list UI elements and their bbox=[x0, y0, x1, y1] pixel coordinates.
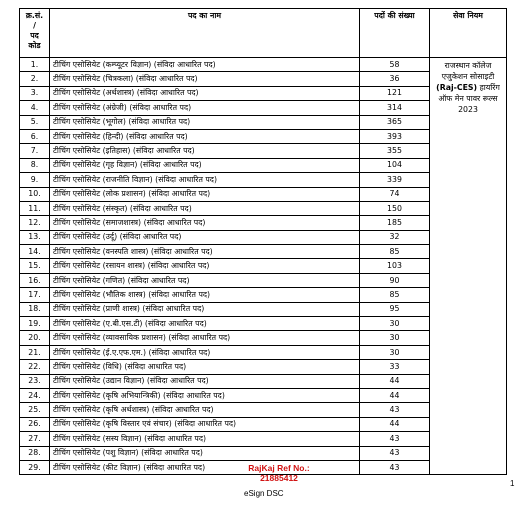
row-post-count: 43 bbox=[360, 460, 430, 474]
row-post-name: टीचिंग एसोसियेट (राजनीति विज्ञान) (संविदा आधारित पद) bbox=[50, 173, 360, 187]
row-post-count: 43 bbox=[360, 403, 430, 417]
row-code: 13. bbox=[20, 230, 50, 244]
header-post-count: पदों की संख्या bbox=[360, 9, 430, 58]
row-post-count: 355 bbox=[360, 144, 430, 158]
table-row bbox=[20, 58, 507, 72]
row-code: 29. bbox=[20, 460, 50, 474]
row-post-count: 339 bbox=[360, 173, 430, 187]
row-post-count: 44 bbox=[360, 374, 430, 388]
row-post-count: 85 bbox=[360, 288, 430, 302]
rajkaj-ref-label: RajKaj Ref No.: bbox=[248, 463, 310, 473]
row-post-name: टीचिंग एसोसियेट (लोक प्रशासन) (संविदा आधारित पद) bbox=[50, 187, 360, 201]
row-code: 22. bbox=[20, 360, 50, 374]
row-post-count: 150 bbox=[360, 201, 430, 215]
row-post-name: टीचिंग एसोसियेट (विधि) (संविदा आधारित पद) bbox=[50, 360, 360, 374]
row-post-name: टीचिंग एसोसियेट (भौतिक शास्त्र) (संविदा आधारित पद) bbox=[50, 288, 360, 302]
row-post-name: टीचिंग एसोसियेट (पशु विज्ञान) (संविदा आधारित पद) bbox=[50, 446, 360, 460]
row-post-name: टीचिंग एसोसियेट (संस्कृत) (संविदा आधारित पद) bbox=[50, 201, 360, 215]
header-post-name: पद का नाम bbox=[50, 9, 360, 58]
row-post-name: टीचिंग एसोसियेट (हिन्दी) (संविदा आधारित पद) bbox=[50, 129, 360, 143]
row-code: 10. bbox=[20, 187, 50, 201]
row-post-count: 33 bbox=[360, 360, 430, 374]
row-post-count: 58 bbox=[360, 58, 430, 72]
row-post-name: टीचिंग एसोसियेट (रसायन शास्त्र) (संविदा आधारित पद) bbox=[50, 259, 360, 273]
table-header-row bbox=[20, 9, 507, 58]
rajkaj-ref-number: 21885412 bbox=[260, 473, 298, 483]
row-code: 28. bbox=[20, 446, 50, 460]
row-post-count: 104 bbox=[360, 158, 430, 172]
row-post-count: 90 bbox=[360, 273, 430, 287]
row-code: 21. bbox=[20, 345, 50, 359]
row-code: 5. bbox=[20, 115, 50, 129]
row-code: 24. bbox=[20, 388, 50, 402]
row-post-count: 30 bbox=[360, 331, 430, 345]
row-post-name: टीचिंग एसोसियेट (कृषि विस्तार एवं संचार) (संविदा आधारित पद) bbox=[50, 417, 360, 431]
service-rules-part2: (Raj-CES) bbox=[436, 83, 478, 92]
row-post-count: 43 bbox=[360, 432, 430, 446]
row-post-count: 185 bbox=[360, 216, 430, 230]
table-body bbox=[20, 58, 507, 475]
row-post-count: 32 bbox=[360, 230, 430, 244]
header-code-line1: क्र.सं. bbox=[25, 11, 44, 20]
row-post-name: टीचिंग एसोसियेट (ए.बी.एस.टी) (संविदा आधारित पद) bbox=[50, 317, 360, 331]
row-post-name: टीचिंग एसोसियेट (गृह विज्ञान) (संविदा आधारित पद) bbox=[50, 158, 360, 172]
row-code: 19. bbox=[20, 317, 50, 331]
row-code: 6. bbox=[20, 129, 50, 143]
header-code bbox=[20, 9, 50, 58]
service-rules-part3: हायरिंग ऑफ मेन पावर रूल्स 2023 bbox=[438, 83, 500, 114]
row-post-name: टीचिंग एसोसियेट (सस्य विज्ञान) (संविदा आधारित पद) bbox=[50, 432, 360, 446]
row-post-count: 30 bbox=[360, 317, 430, 331]
row-post-count: 314 bbox=[360, 101, 430, 115]
row-post-name: टीचिंग एसोसियेट (इतिहास) (संविदा आधारित पद) bbox=[50, 144, 360, 158]
row-post-count: 85 bbox=[360, 245, 430, 259]
row-post-name: टीचिंग एसोसियेट (अंग्रेजी) (संविदा आधारित पद) bbox=[50, 101, 360, 115]
row-code: 9. bbox=[20, 173, 50, 187]
header-code-line4: कोड bbox=[28, 41, 41, 50]
row-code: 11. bbox=[20, 201, 50, 215]
row-post-name: टीचिंग एसोसियेट (प्राणी शास्त्र) (संविदा आधारित पद) bbox=[50, 302, 360, 316]
row-code: 2. bbox=[20, 72, 50, 86]
row-code: 25. bbox=[20, 403, 50, 417]
row-code: 3. bbox=[20, 86, 50, 100]
posts-table bbox=[19, 8, 507, 475]
row-post-name: टीचिंग एसोसियेट (वनस्पति शास्त्र) (संविदा आधारित पद) bbox=[50, 245, 360, 259]
row-post-name: टीचिंग एसोसियेट (व्यावसायिक प्रशासन) (संविदा आधारित पद) bbox=[50, 331, 360, 345]
rajkaj-reference bbox=[239, 463, 319, 483]
row-post-count: 95 bbox=[360, 302, 430, 316]
row-post-name: टीचिंग एसोसियेट (कीट विज्ञान) (संविदा आधारित पद) bbox=[50, 460, 360, 474]
row-post-name: टीचिंग एसोसियेट (कम्प्यूटर विज्ञान) (संविदा आधारित पद) bbox=[50, 58, 360, 72]
header-code-line3: पद bbox=[30, 31, 39, 40]
row-post-name: टीचिंग एसोसियेट (ई.ए.एफ.एम.) (संविदा आधारित पद) bbox=[50, 345, 360, 359]
row-post-count: 365 bbox=[360, 115, 430, 129]
row-code: 7. bbox=[20, 144, 50, 158]
row-post-count: 44 bbox=[360, 417, 430, 431]
row-code: 15. bbox=[20, 259, 50, 273]
row-post-count: 36 bbox=[360, 72, 430, 86]
service-rules-cell bbox=[430, 58, 507, 475]
service-rules-part1: राजस्थान कॉलेज एजुकेशन सोसाइटी bbox=[441, 61, 495, 81]
row-post-name: टीचिंग एसोसियेट (गणित) (संविदा आधारित पद) bbox=[50, 273, 360, 287]
header-service-rules: सेवा नियम bbox=[430, 9, 507, 58]
row-post-name: टीचिंग एसोसियेट (कृषि अभियान्त्रिकी) (संविदा आधारित पद) bbox=[50, 388, 360, 402]
row-code: 20. bbox=[20, 331, 50, 345]
page-number: 1 bbox=[510, 479, 515, 488]
row-post-count: 393 bbox=[360, 129, 430, 143]
row-post-name: टीचिंग एसोसियेट (उद्यान विज्ञान) (संविदा आधारित पद) bbox=[50, 374, 360, 388]
row-code: 4. bbox=[20, 101, 50, 115]
row-post-name: टीचिंग एसोसियेट (चित्रकला) (संविदा आधारित पद) bbox=[50, 72, 360, 86]
row-code: 23. bbox=[20, 374, 50, 388]
row-post-count: 74 bbox=[360, 187, 430, 201]
row-post-count: 43 bbox=[360, 446, 430, 460]
row-code: 14. bbox=[20, 245, 50, 259]
row-post-name: टीचिंग एसोसियेट (समाजशास्त्र) (संविदा आधारित पद) bbox=[50, 216, 360, 230]
row-post-count: 103 bbox=[360, 259, 430, 273]
header-code-line2: / bbox=[33, 21, 36, 30]
row-code: 8. bbox=[20, 158, 50, 172]
row-code: 16. bbox=[20, 273, 50, 287]
row-code: 1. bbox=[20, 58, 50, 72]
row-code: 18. bbox=[20, 302, 50, 316]
row-post-name: टीचिंग एसोसियेट (भूगोल) (संविदा आधारित पद) bbox=[50, 115, 360, 129]
row-code: 26. bbox=[20, 417, 50, 431]
esign-label: eSign DSC bbox=[244, 489, 284, 498]
row-code: 17. bbox=[20, 288, 50, 302]
row-post-count: 121 bbox=[360, 86, 430, 100]
row-post-name: टीचिंग एसोसियेट (अर्थशास्त्र) (संविदा आधारित पद) bbox=[50, 86, 360, 100]
row-post-name: टीचिंग एसोसियेट (कृषि अर्थशास्त्र) (संविदा आधारित पद) bbox=[50, 403, 360, 417]
row-post-name: टीचिंग एसोसियेट (उर्दू) (संविदा आधारित पद) bbox=[50, 230, 360, 244]
row-code: 12. bbox=[20, 216, 50, 230]
row-post-count: 30 bbox=[360, 345, 430, 359]
row-code: 27. bbox=[20, 432, 50, 446]
row-post-count: 44 bbox=[360, 388, 430, 402]
